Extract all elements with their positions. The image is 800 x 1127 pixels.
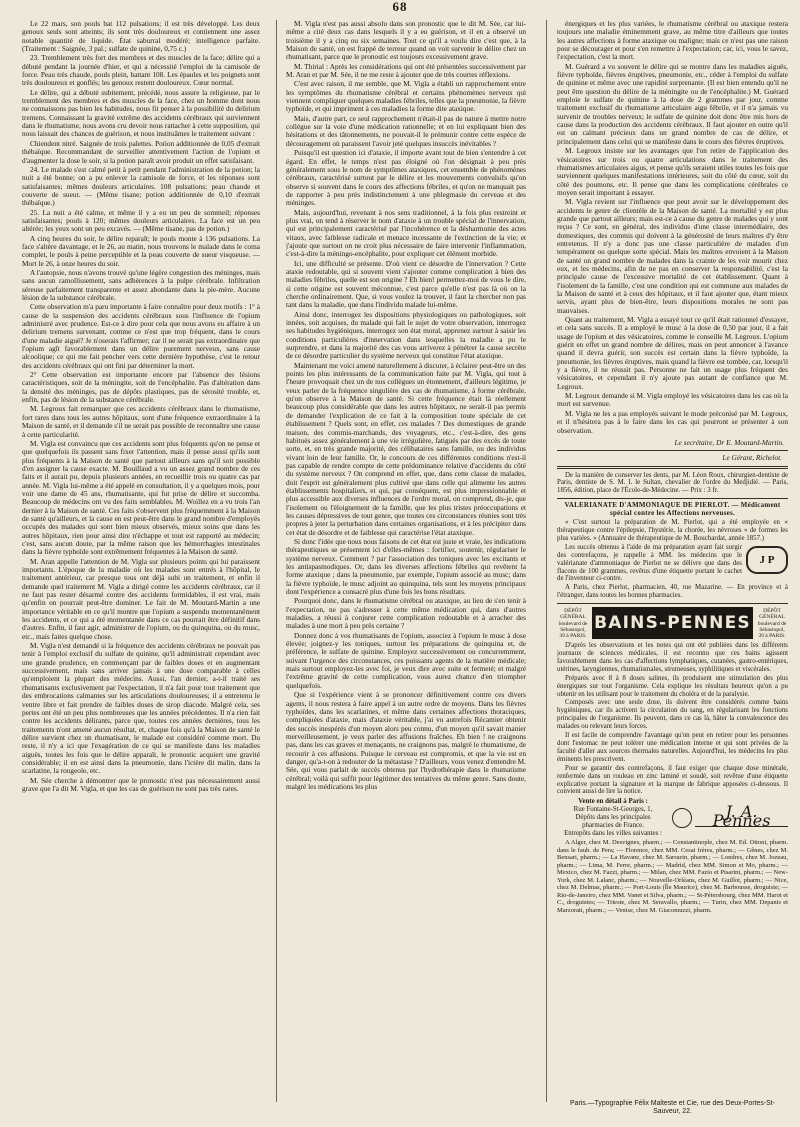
paragraph: M. Legroux fait remarquer que ces accidents cérébraux dans le rhumatisme, fort rares dans tous les autres hôpitaux, sont d'une fréquence extraordinaire à la Maison de santé, et il demande s'il ne serait pas possible de reconnaître une cause à cette particularité. bbox=[22, 404, 260, 439]
gerant-line: Le Gérant, Richelot. bbox=[722, 453, 782, 463]
paragraph: M. Guérard a vu souvent le délire qui se montre dans les maladies aiguës, fièvre typhoïde, fièvres éruptives, pneumonie, etc., céder à l'emploi du sulfate de quinine et même avec une rapidité surprenante. (Il est bien entendu qu'il ne peut être question du délire de la méningite ou de l'encéphalite.) M. Guérard emploie le sulfate de quinine à la dose de 2 grammes par jour, comme traitement exclusif du rhumatisme articulaire aigu fébrile, et il n'a jamais vu survenir de troubles nerveux; le sulfate de quinine doit donc être mis hors de cause dans la production des accidents cérébraux. Il faut ajouter en outre qu'il est un calmant précieux dans un grand nombre de cas de délire, et principalement dans celui qui se manifeste dans le cours des fièvres éruptives. bbox=[557, 61, 788, 146]
paragraph: M. Thirial : Après les considérations qui ont été présentées successivement par M. Aran et par M. Sée, il ne me reste à ajouter que de très courtes réflexions. bbox=[286, 61, 526, 80]
paragraph: M. Sée cherche à démontrer que le pronostic n'est pas nécessairement aussi grave que l'a dit M. Vigla, et que les cas de guérison ne sont pas très rares. bbox=[22, 775, 260, 793]
vente-line: pharmacies de France. bbox=[582, 821, 644, 829]
paragraph: M. Vigla revient sur l'influence que peut avoir sur le développement des accidents le genre de clientèle de la Maison de santé. La mortalité y est plus grande que partout ailleurs; mais est-ce à cause du genre de malades qui y sont reçus ? Ce sont, en général, des individus d'une classe intermédiaire, des domestiques, des commis qui doivent à la générosité de leurs maîtres d'y être entretenus. Il n'y a donc pas une classe particulière de malades d'un tempérament ou quelque sorte spécial. Mais les maîtres envoient à la Maison de santé un grand nombre de malades dans la crainte de les voir mourir chez eux, et les médecins, afin de ne pas en conserver la responsabilité, c'est la principale cause de l'excessive mortalité de cet établissement. Quant à l'isolement de la famille, c'est une condition qui est commune aux malades de la Maison de santé et à ceux des hôpitaux, et il faut ajouter que, étant mieux servis, ayant plus de bien-être, leurs dispositions morales ne sont pas mauvaises. bbox=[557, 197, 788, 315]
divider bbox=[557, 450, 788, 451]
bains-depot-left: DÉPÔT GÉNÉRAL boulevard de Sébastopol, 39 à PARIS. bbox=[558, 608, 588, 639]
vente-line: Dépôts dans les principales bbox=[575, 813, 651, 821]
column-1 bbox=[22, 20, 260, 1102]
paragraph: Ici, une difficulté se présente. D'où vient ce désordre de l'innervation ? Cette ataxie redoutable, qui si souvent vient s'ajouter comme complication à bien des maladies fébriles, quelle est son origine ? Eh bien! permettez-moi de vous le dire, si cette origine est souvent méconnue, c'est parce qu'elle n'est pas là où on la cherche ordinairement. Que, si vous voulez la trouver, il faut la chercher non pas tant dans la maladie, que dans l'individu malade lui-même. bbox=[286, 258, 526, 310]
paragraph: Le délire, qui a débuté subitement, précédé, nous assure la religieuse, par le tremblement des membres et des muscles de la face, chez un homme dont nous ne connaissons pas bien les habitudes, nous fit penser à la possibilité du delirium tremens. Connaissant la gravité extrême des accidents cérébraux qui surviennent dans le rhumatisme, nous avons cru devoir nous rattacher à cette supposition, qui nous laissait des chances de guérison, et nous instituâmes le traitement suivant : bbox=[22, 87, 260, 139]
ad-bains-text: Préparés avec 8 à 8 doses salines, ils produisent une stimulation des plus énergiques sur tout l'organisme. Cela explique les résultats heureux qu'on a pu obtenir en les utilisant pour le traitement du choléra et de la paralysie. bbox=[557, 674, 788, 698]
ad-valerianate-title: VALERIANATE D'AMMONIAQUE DE PIERLOT. — Médicament spécial contre les Affections nerveuses. bbox=[564, 502, 781, 518]
ad-dents: De la manière de conserver les dents, par M. Léon Roux, chirurgien-dentiste de Paris, dentiste de S. M. I. le Sultan, chevalier de l'ordre du Medjidié. — Paris, 1856, édition, place de l'École-de-Médecine. — Prix : 3 fr. bbox=[557, 471, 788, 495]
paragraph: Cette observation m'a paru importante à faire connaître pour deux motifs : 1° à cause de la suspension des accidents cérébraux sous l'influence de l'opium administré avec prudence. Est-ce à dire pour cela que nous avons eu affaire à un delirium tremens survenant, comme ce n'est que trop fréquent, dans le cours d'une maladie aiguë? Je n'oserais l'affirmer; car il ne serait pas extraordinaire que l'opium agît favorablement dans un délire purement nerveux, sans cause alcoolique; ce qui me fait pencher vers cette dernière hypothèse, c'est le retour des accidents cérébraux qui ont fini par déterminer la mort. bbox=[22, 302, 260, 370]
stamp-icon bbox=[672, 808, 692, 828]
paragraph: Donnez donc à vos rhumatisants de l'opium, associez à l'opium le musc à dose élevée; joignez-y les toniques, surtout les préparations de quinquina et, de préférence, le sulfate de quinine. Employez successivement ou concurremment, suivant l'urgence des circonstances, ces puissants agents de la matière médicale; mais surtout employez-les avec foi, je veux dire avec suite et fermeté; et malgré l'extrême gravité de cette complication, vous aurez chance d'en triompher quelquefois. bbox=[286, 630, 526, 690]
paragraph: C'est avec raison, il me semble, que M. Vigla a établi un rapprochement entre les symptômes du rhumatisme cérébral et certains phénomènes nerveux qui viennent compliquer quelques maladies fébriles, telles que la pneumonie, la fièvre typhoïde, et qui impriment à ces maladies la forme dite ataxique. bbox=[286, 79, 526, 114]
vente-line: Entrepôts dans les villes suivantes : bbox=[564, 829, 662, 837]
paragraph: Ainsi donc, interrogez les dispositions physiologiques ou pathologiques, soit innées, soit acquises, du malade qui fait le sujet de votre observation, interrogez ses habitudes hygiéniques, interrogez son état moral, apprenez surtout à saisir les conditions particulières d'innervation dans lesquelles la maladie a pu le surprendre, et dans la majorité des cas vous arriverez à pénétrer la cause secrète de ce désordre particulier du système nerveux qui constitue l'état ataxique. bbox=[286, 309, 526, 361]
paragraph: 25. La nuit a été calme, et même il y a eu un peu de sommeil; réponses satisfaisantes; pouls à 120; mêmes douleurs articulaires. La face est un peu altérée; les yeux sont un peu excavés. — (Même tisane, pas de potion.) bbox=[22, 207, 260, 234]
paragraph: M. Vigla n'est demandé si la fréquence des accidents cérébraux ne pouvait pas tenir à l'emploi exclusif du sulfate de quinine, qu'il administrait cependant avec une grande prudence, en commençant par de faibles doses et en augmentant successivement, mais sans arriver jamais à une dose comparable à celles qu'emploient la plupart des médecins. Aussi, l'an dernier, a-t-il traité ses rhumatisants exclusivement par l'expectation, il n'a fait pour tout traitement que des embrocations calmantes sur les articulations douloureuses; il a entretenu le ventre libre et fait prendre de faibles doses de sirop diacode. Malgré cela, ses pertes ont été un peu plus nombreuses que les années précédentes. Il n'a rien fait contre les accidents délirants, parce que, toutes ces années dernières, tous les traitements n'ont amené aucun résultat, et, chaque fois qu'à la Maison de santé le délire survient chez un rhumatisant, le malade est considéré comme mort. Du reste, il n'y a ici que l'exagération de ce qui se manifeste dans les maladies aiguës, toutes les fois que le délire apparaît, le pronostic acquiert une gravité considérable; il en est ainsi dans la pneumonie, dans l'ictère dit malin, dans la scarlatine, la rougeole, etc. bbox=[22, 641, 260, 776]
divider bbox=[557, 466, 788, 469]
paragraph: 2° Cette observation est importante encore par l'absence des lésions caractéristiques, soit de la méningite, soit de l'encéphalite. Pas d'altération dans la densité des méninges, pas de dépôts plastiques, pas de sérosité trouble, et, enfin, pas de lésion de la substance cérébrale. bbox=[22, 370, 260, 405]
paragraph: 24. Le malade s'est calmé petit à petit pendant l'administration de la potion; la nuit a été bonne; on a pu enlever la camisole de force, et les réponses sont satisfaisantes; mêmes douleurs articulaires. 108 pulsations; peau chaude et couverte de sueur. — (Même tisane; potion additionnée de 0,10 d'extrait thébaïque.) bbox=[22, 164, 260, 208]
paragraph: M. Vigla est convaincu que ces accidents sont plus fréquents qu'on ne pense et que quelquefois ils passent sans fixer l'attention, mais il pense aussi qu'ils sont plus fréquents à la Maison de santé que partout ailleurs sans qu'il soit possible d'en assigner la cause exacte. M. Bouillaud a vu un assez grand nombre de ces faits et il aurait pu, depuis plusieurs années, en recueillir trois ou quatre cas par année. M. Vigla lui-même a été appelé en consultation, il y a quelques mois, pour voir une dame de 45 ans, rhumatisante, qui fut prise de délire et succomba. Beaucoup de médecins ont vu des faits semblables. M. Woillez en a vu trois l'an dernier à la Maison de santé. Ces faits s'observent plus fréquemment à la Maison de santé qu'ailleurs, et la cause en est peut-être dans le grand nombre d'employés occupés des malades qui sont bien mieux observés, mieux soins que dans les autres hôpitaux, rien pour ainsi dire n'échappe et tout est rapporté au médecin; c'est, sans aucun doute, par la même raison que les hémorrhagies intestinales dans la fièvre typhoïde sont extrêmement fréquentes à la Maison de santé. bbox=[22, 438, 260, 557]
bains-pennes-header bbox=[557, 607, 788, 639]
paragraph: M. Vigla n'est pas aussi absolu dans son pronostic que le dit M. Sée, car lui-même a cité deux cas dans lesquels il y a eu guérison, et il en a observé un troisième il y a cinq ou six semaines. Tout ce qu'il a voulu dire c'est que, à la Maison de santé, on est frappé de terreur quand on voit survenir le délire chez un rhumatisant, parce que le pronostic est toujours excessivement grave. bbox=[286, 20, 526, 62]
ad-bains-text: D'après les observations et les notes qui ont été publiées dans les différents journaux de sciences médicales, il est reconnu que ces bains agissent favorablement dans les cas d'affections lymphatiques, cutanées, gastro-entériques, utérines, laryngiennes, rhumatismales, strumeuses, syphilitiques et viscérales. bbox=[557, 642, 788, 673]
vente-text bbox=[557, 798, 669, 837]
ad-valerianate-text: Les succès obtenus à l'aide de ma préparation ayant fait surgir des contrefaçons, je rappelle à MM. les médecins que le valérianate d'ammoniaque de Pierlot ne se délivre que dans des flacons de 100 grammes, revêtus d'une étiquette portant le cachet de l'inventeur ci-contre. bbox=[557, 543, 742, 583]
vente-block bbox=[557, 798, 788, 837]
ad-valerianate-cachet bbox=[557, 544, 788, 584]
jp-seal-icon: J P bbox=[746, 546, 788, 574]
bains-depot-right: DÉPÔT GÉNÉRAL boulevard de Sébastopol, 39 à PARIS. bbox=[757, 608, 787, 639]
ad-valerianate-text: A Paris, chez Pierlot, pharmacien, 40, rue Mazarine. — En province et à l'étranger, dans toutes les bonnes pharmacies. bbox=[557, 584, 788, 600]
paragraph: A cinq heures du soir, le délire reparaît; le pouls monte à 136 pulsations. La face s'altère davantage, et le 26, au matin, nous trouvons le malade dans le coma complet, le pouls à peine perceptible et la peau couverte de sueur visqueuse. — Mort le 26, à onze heures du soir. bbox=[22, 233, 260, 268]
ad-bains-text: Il est facile de comprendre l'avantage qu'on peut en retirer pour les personnes dont l'estomac ne peut tolérer une médication interne et qui sont privées de la faculté d'aller aux sources thermales naturelles. Aujourd'hui, les médecins les plus éminents les prescrivent. bbox=[557, 732, 788, 763]
column-rule bbox=[546, 20, 547, 1102]
pennes-signature: J. A. Pennes bbox=[695, 808, 788, 827]
ad-bains-text: Composés avec une seule dose, ils doivent être considérés comme bains hygiéniques, car ils activent la circulation du sang, en régularisant les fonctions principales de l'organisme. Ils peuvent, dans ce cas là, hâter la convalescence des malades ou relevant leurs forces. bbox=[557, 699, 788, 731]
vente-line: Vente en détail à Paris : bbox=[578, 798, 648, 806]
secretary-signature: Le secrétaire, Dr E. Moutard-Martin. bbox=[674, 437, 784, 447]
divider bbox=[557, 603, 788, 604]
column-rule bbox=[276, 20, 277, 1102]
paragraph: Que si l'expérience vient à se prononcer définitivement contre ces divers agents, il nous restera à faire appel à un autre ordre de moyens. Dans les fièvres typhoïdes, dans les scarlatines, et même dans certaines affections thoraciques, compliquées d'ataxie, mais d'ataxie véritable, j'ai vu autrefois Récamier obtenir des succès inespérés d'un moyen alors peu connu, d'un moyen qu'il savait manier merveilleusement, je veux parler des affusions fraîches. Eh bien ! ne craignons pas, dans les cas graves et menaçants, ne craignons pas, malgré le rhumatisme, de recourir à ces affusions. Puisque le cerveau est compromis, et que la vie est en danger, qu'a-t-on à redouter de la métastase ? D'ailleurs, vous venez d'entendre M. Sée, qui vous parlait de succès obtenus par l'hydrothérapie dans le rhumatisme cérébral; voilà qui suffit pour légitimer des tentatives du même genre. Sans doute, malgré les médications les plus bbox=[286, 690, 526, 791]
paragraph: Si donc l'idée que nous nous faisons de cet état est juste et vraie, les indications thérapeutiques se présentent ici d'elles-mêmes : fortifier, soutenir, régulariser le système nerveux. Comment ? par l'association des toniques avec les excitants et les antispasmodiques. Or, dans les diverses affections fébriles qui revêtent la forme ataxique ; dans la pneumonie, par exemple, l'opium associé au musc; dans la fièvre typhoïde, le musc adjoint au quinquina, tels sont les moyens principaux dont l'expérience a consacré plus d'une fois les bons résultats. bbox=[286, 536, 526, 597]
paragraph: Pourquoi donc, dans le rhumatisme cérébral ou ataxique, au lieu de s'en tenir à l'expectation, ne pas s'adresser à cette même médication qui, dans d'autres maladies, a réussi à conjurer cette complication redoutable et à arracher des malades à une mort à peu près certaine ? bbox=[286, 596, 526, 631]
paragraph: Chiendent nitré. Saignée de trois palettes. Potion additionnée de 0,05 d'extrait thébaïque. Recommandant de surveiller attentivement l'action de l'opium et d'augmenter la dose le soir, si la potion paraît avoir produit un effet satisfaisant. bbox=[22, 138, 260, 165]
divider bbox=[557, 498, 788, 499]
column-3 bbox=[557, 20, 788, 1102]
paragraph: M. Aran appelle l'attention de M. Vigla sur plusieurs points qui lui paraissent importants. L'époque de la maladie où les malades sont entrés à l'hôpital, le traitement antérieur, car presque tous ont déjà subi un traitement, et enfin il demande quel traitement M. Vigla a dirigé contre les accidents cérébraux, car il ne faut pas rester désarmé contre des accidents formidables, il est vrai, mais qu'enfin on pourrait peut-être dominer. Le fait de M. Moutard-Martin a une importance véritable en ce qu'il montre que l'opium a suspendu momentanément les accidents, et ce qui a été momentanée dans ce cas pourrait être définitif dans d'autres. Enfin, il faut agir, administrer de l'opium, ou du quinquina, ou du musc, etc., mais faites quelque chose. bbox=[22, 556, 260, 641]
paragraph: M. Vigla ne les a pas employés suivant le mode préconisé par M. Legroux, et il n'hésitera pas à le faire dans les cas qui pourront se présenter à son observation. bbox=[557, 408, 788, 435]
paragraph: Le 22 mars, son pouls bat 112 pulsations; il est très développé. Les deux genoux seuls sont atteints; ils sont très douloureux et contiennent une assez notable quantité de liquide. État saburral modéré; intelligence parfaite. (Traitement : Saignée, 3 pal.; sulfate de quinine, 0,75 c.) bbox=[22, 20, 260, 54]
paragraph: M. Legroux demande si M. Vigla employé les vésicatoires dans les cas où la mort est survenue. bbox=[557, 391, 788, 409]
paragraph: M. Legroux insiste sur les avantages que l'on retire de l'application des vésicatoires sur trois ou quatre articulations dans le traitement des rhumatismes articulaires aigus, et pense qu'ils seraient utiles toutes les fois que surviennent quelques manifestations intérieures, soit du côté du cœur, soit du côté des poumons, etc. Il pense que dans les complications cérébrales ce moyen serait important à essayer. bbox=[557, 146, 788, 197]
paragraph: 23. Tremblement très fort des membres et des muscles de la face; délire qui a débuté pendant la journée d'hier, et qui a nécessité l'emploi de la camisole de force. Peau très chaude, pouls plein, battant 108. Les épaules et les poignets sont très douloureux et gonflés; les genoux restent douloureux. Cœur normal. bbox=[22, 53, 260, 88]
bains-pennes-banner: BAINS-PENNES bbox=[592, 607, 753, 639]
paragraph: Quant au traitement, M. Vigla a essayé tout ce qu'il était rationnel d'essayer, et cela sans succès. Il a employé le musc à la dose de 0,50 par jour, il a fait usage de l'opium et des vésicatoires, comme le conseille M. Legroux. L'opium guérit en effet un grand nombre de délires, mais on peut annoncer à l'avance quand il devra guérir, son succès est certain dans la fièvre typhoïde, la pneumonie, les fièvres éruptives, mais quand la fièvre est tombée, car, lorsqu'il y a fièvre, il ne réussit pas. Personne ne fait un usage plus fréquent des vésicatoires, et cependant il n'y ajoute pas autant de confiance que M. Legroux. bbox=[557, 315, 788, 391]
ad-valerianate-text: « C'est surtout la préparation de M. Pierlot, qui a été employée en « thérapeutique contre l'épilepsie, l'hystérie, la chorée, les névroses « de formes les plus variées. » (Annuaire de thérapeutique de M. Bouchardat, année 1857.) bbox=[557, 519, 788, 542]
column-2 bbox=[286, 20, 526, 1102]
paragraph: Mais, aujourd'hui, revenant à nos sens traditionnel, à la fois plus restreint et plus vrai, on tend à réserver le nom d'ataxie à un trouble spécial de l'innervation, qui est principalement caractérisé par l'incohérence et la désharmonie des actes vitaux, avec faiblesse radicale et menace incessante de l'extinction de la vie; et j'ajoute que surtout on ne croit plus nécessaire de faire intervenir l'inflammation, c'est-à-dire la méningo-encéphalite, pour expliquer cet élément morbide. bbox=[286, 207, 526, 259]
paragraph: Mais, d'autre part, ce seul rapprochement n'était-il pas de nature à mettre notre collègue sur la voie d'une médication rationnelle; et en lui expliquant bien des hésitations et des tâtonnements, ne pouvait-il le prémunir contre cette espèce de découragement où paraissent l'avoir jeté quelques insuccès inévitables ? bbox=[286, 113, 526, 148]
vente-line: Rue Fontaine-St-Georges, 1, bbox=[573, 806, 653, 814]
ad-entrepots: A Alger, chez M. Desvignes, pharm.; — Constantinople, chez M. Ed. Ottoni, pharm. dans le faub. de Pera; — Florence, chez MM. Cesai frères, pharm.; — Gênes, chez M. Bensari, pharm.; — La Havane, chez M. Sarrazin, pharm.; — Londres, chez M. Jozeau, pharm.; — Lima, M. Ferre, pharm.; — Madrid, chez MM. Simon et Mo, pharm.; — Mexico, chez M. Fazzi, pharm.; — Milan, chez MM. Fazio et Pisarini, pharm.; — New-York, chez M. Lalanc, pharm.; — Nouvelle-Orléans, chez M. Guillot, pharm.; — Nice, chez M. Delmas, pharm.; — Port-Louis (Île Maurice), chez M. Barbousse, droguiste; — Rio-de-Janeiro, chez MM. Vanet et Silva, pharm.; — St-Pétersbourg, chez MM. Harot et C., droguistes; — Trieste, chez M. Seravallo, pharm.; — Turin, chez MM. Depanis et Marzorati, pharm.; — Venise, chez M. Giacomuzzi, pharm. bbox=[557, 839, 788, 914]
printer-footer: Paris.—Typographie Félix Malteste et Cie, rue des Deux-Portes-St-Sauveur, 22. bbox=[570, 1100, 775, 1115]
paragraph: Puisqu'il est question ici d'ataxie, il importe avant tout de bien s'entendre à cet égard. En effet, le temps n'est pas éloigné où l'on désignait à peu près généralement sous le nom de symptômes ataxiques, cet ensemble de phénomènes cérébraux, caractérisé surtout par le délire et les mouvements convulsifs qu'on observe si souvent dans le cours des affections fébriles, et qu'on ne manquait pas de rapporter à peu près indistinctement à une phlegmasie du cerveau et des méninges. bbox=[286, 148, 526, 208]
paragraph: A l'autopsie, nous n'avons trouvé qu'une légère congestion des méninges, mais sans aucun ramollissement, sans adhérences à la pulpe cérébrale. Infiltration séreuse parfaitement transparente et assez abondante dans la pie-mère. Aucune lésion de la substance cérébrale. bbox=[22, 267, 260, 302]
ad-bains-text: Pour se garantir des contrefaçons, il faut exiger que chaque dose minérale, renfermée dans un rouleau en zinc laminé et soudé, soit revêtue d'une étiquette explicative portant la signature et la marque de fabrique apposées ci-dessous. Il convient aussi de lire la notice. bbox=[557, 764, 788, 796]
paragraph: Maintenant me voici amené naturellement à discuter, à éclairer peut-être un des points les plus intéressants de la communication faite par M. Vigla, qui tout à l'heure provoquait chez un de nos collègues un étonnement, d'ailleurs légitime, je veux parler de la fréquence singulière des cas de rhumatisme, à forme cérébrale, qu'on observe à la Maison de santé. Si cette fréquence était là réellement beaucoup plus considérable que dans les autres hôpitaux, ne serait-il pas permis de demander l'explication de ce fait à la composition toute spéciale de cet établissement ? Quels sont, en effet, ces malades ? Des domestiques de grande maison, des commis-marchands, des voyageurs, etc., c'est-à-dire, des gens habitués assez généralement à une vie irrégulière, fatigués par des excès de toute sorte, et, en très grande majorité, des célibataires sans famille, ou des individus vivant loin de leur famille. Or, le concours de ces différentes conditions n'est-il pas capable de rendre compte de cette prédominance relative d'accidents du côté du système nerveux ? On comprend en effet, que, dans cette classe de malades, doit l'esprit est généralement plus cultivé que dans celle qui alimente les autres établissements hospitaliers, et qui, par conséquent, est plus impressionnable et plus accessible aux diverses influences de l'ordre moral, on comprend, dis-je, que l'isolement ou l'éloignement de la famille, que les plus tristes préoccupations et les causes dépressives de tout genre, que toutes ces circonstances réunies sont très propres à jeter la perturbation dans certaines organisations, et à les précipiter dans cet état de désordre et de faiblesse qui caractérise l'état ataxique. bbox=[286, 360, 526, 537]
page-number: 68 bbox=[392, 0, 408, 14]
paragraph: énergiques et les plus variées, le rhumatisme cérébral ou ataxique restera toujours une maladie éminemment grave, au même titre d'ailleurs que toutes les autres affections à forme ataxique ou maligne; mais ce n'est pas une raison pour se décourager et pour s'en remettre à l'expectation; car, ici, vous le savez, l'expectation, c'est la mort. bbox=[557, 20, 788, 62]
